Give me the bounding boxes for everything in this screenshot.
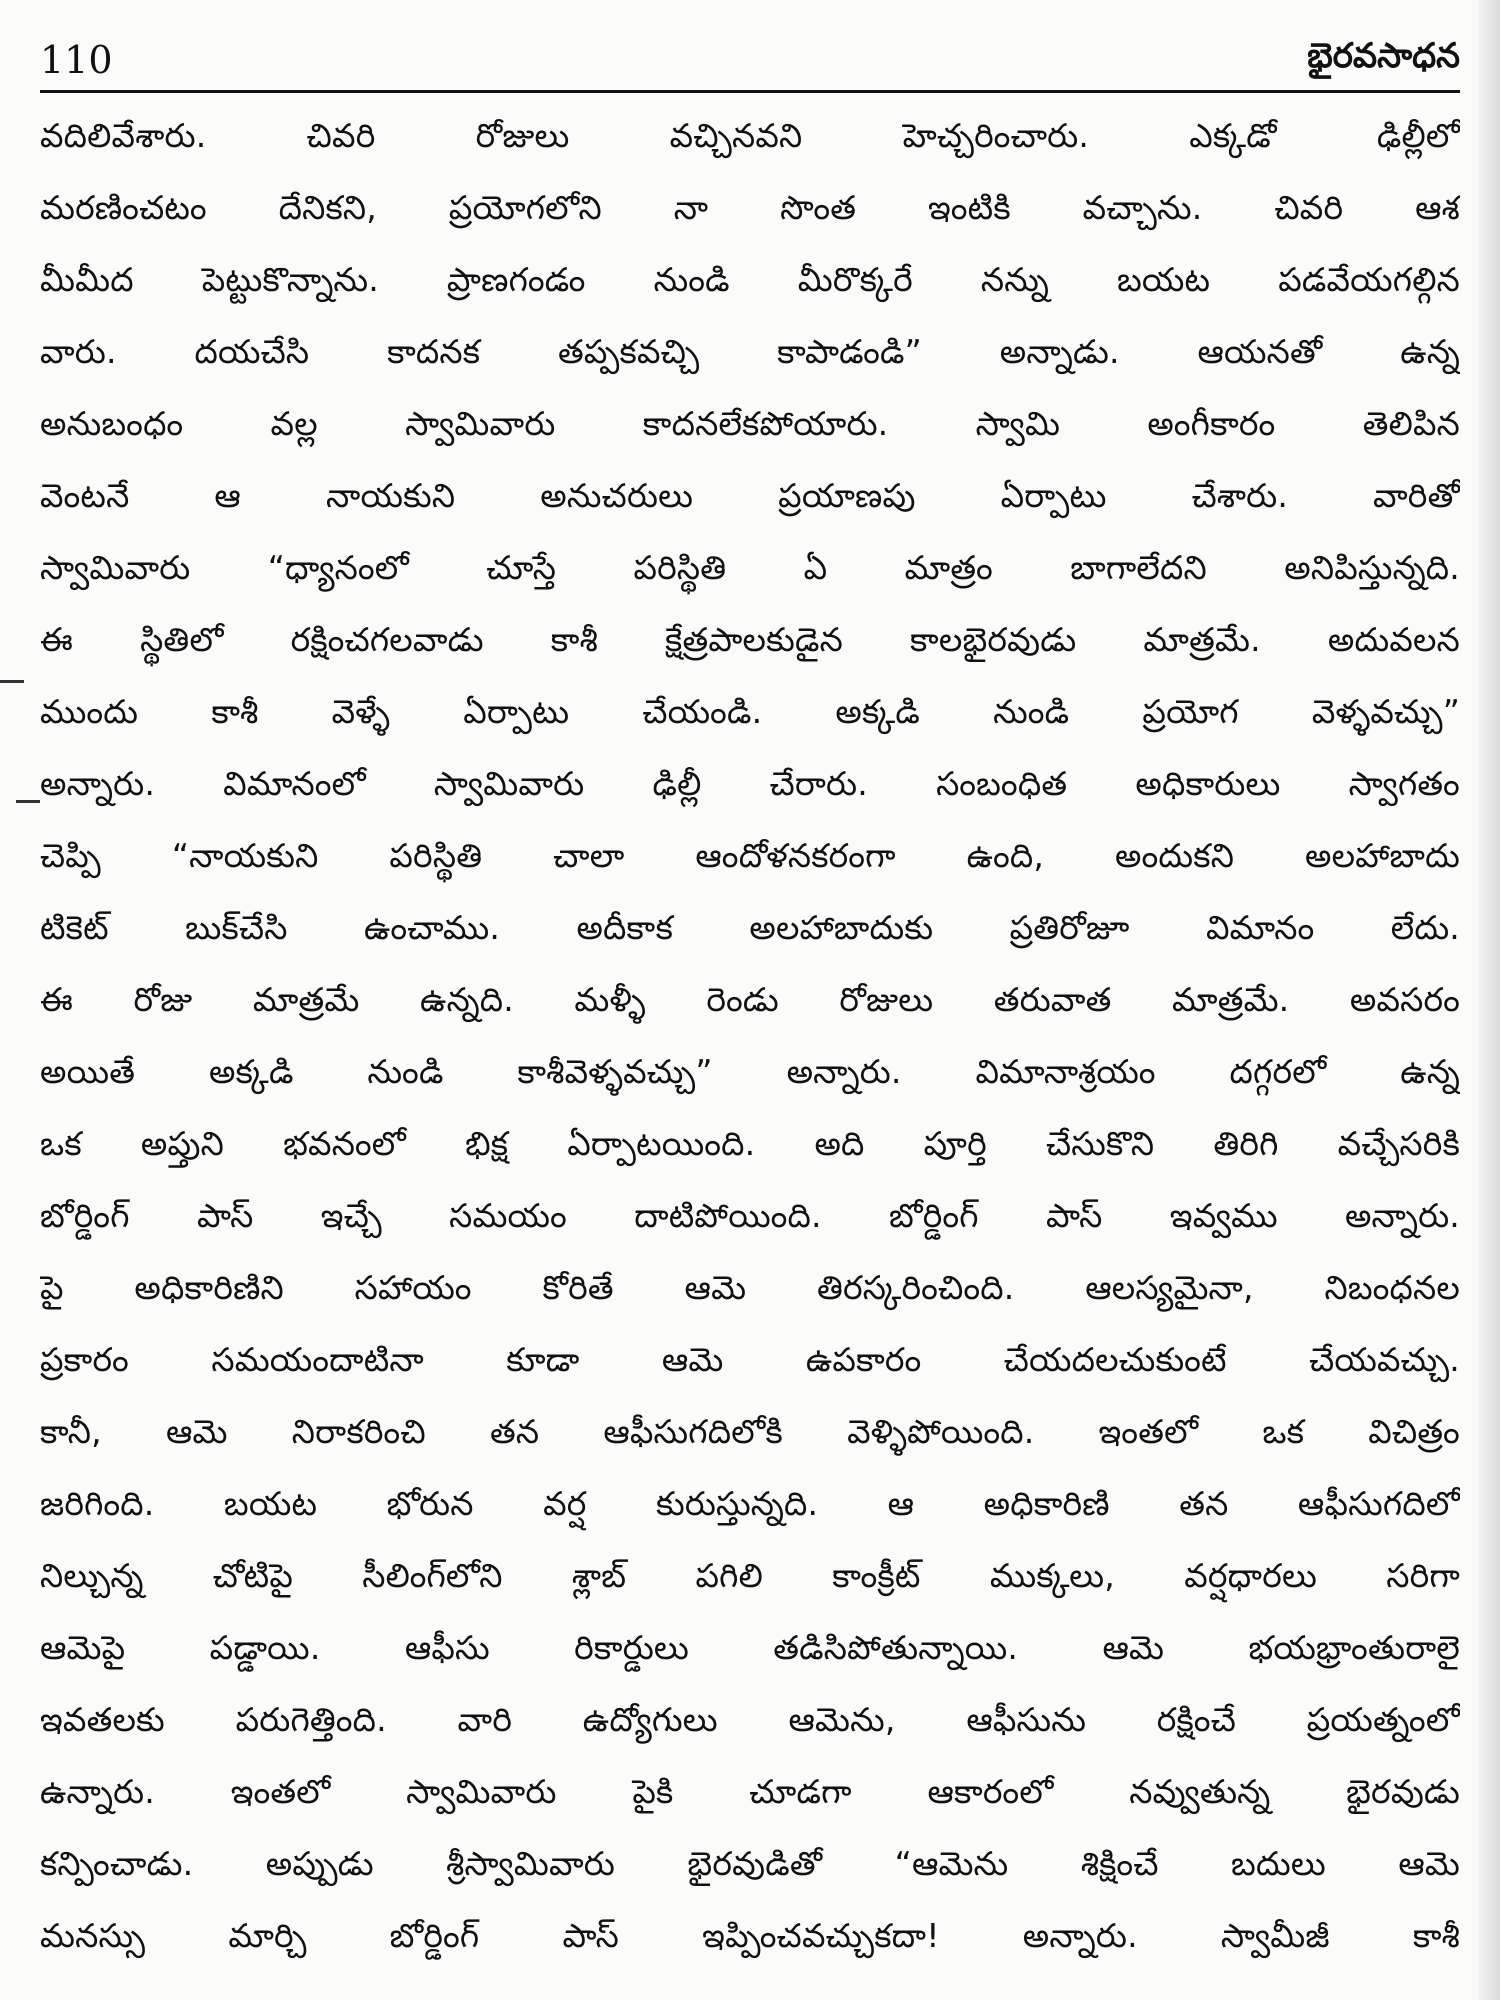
running-title: భైరవసాధన [1307,36,1460,76]
text-line: ఆమెపై పడ్డాయి. ఆఫీసు రికార్డులు తడిసిపోతున్నాయి. ఆమె భయభ్రాంతురాలై [40,1628,1460,1667]
text-line: మనస్సు మార్చి బోర్డింగ్ పాస్ ఇప్పించవచ్చుకదా! అన్నారు. స్వామీజీ కాశీ [40,1916,1460,1955]
margin-mark [0,680,24,683]
text-line: మరణించటం దేనికని, ప్రయోగలోని నా సొంత ఇంటికి వచ్చాను. చివరి ఆశ [40,188,1460,227]
page-header [40,28,1460,90]
text-line: వారు. దయచేసి కాదనక తప్పకవచ్చి కాపాడండి” అన్నాడు. ఆయనతో ఉన్న [40,332,1460,371]
text-line: బోర్డింగ్ పాస్ ఇచ్చే సమయం దాటిపోయింది. బోర్డింగ్ పాస్ ఇవ్వము అన్నారు. [40,1196,1460,1235]
text-line: ఈ రోజు మాత్రమే ఉన్నది. మళ్ళీ రెండు రోజులు తరువాత మాత్రమే. అవసరం [40,980,1460,1019]
text-line: పై అధికారిణిని సహాయం కోరితే ఆమె తిరస్కరించింది. ఆలస్యమైనా, నిబంధనల [40,1268,1460,1307]
text-line: ఒక అప్తుని భవనంలో భిక్ష ఏర్పాటయింది. అది పూర్తి చేసుకొని తిరిగి వచ్చేసరికి [40,1124,1460,1163]
text-line: కన్పించాడు. అప్పుడు శ్రీస్వామివారు భైరవుడితో “ఆమెను శిక్షించే బదులు ఆమె [40,1844,1460,1883]
text-line: అన్నారు. విమానంలో స్వామివారు ఢిల్లీ చేరారు. సంబంధిత అధికారులు స్వాగతం [40,764,1460,803]
text-line: వెంటనే ఆ నాయకుని అనుచరులు ప్రయాణపు ఏర్పాటు చేశారు. వారితో [40,476,1460,515]
text-line: ముందు కాశీ వెళ్ళే ఏర్పాటు చేయండి. అక్కడి నుండి ప్రయోగ వెళ్ళవచ్చు” [40,692,1460,731]
body-text [40,100,1460,1972]
text-line: ప్రకారం సమయందాటినా కూడా ఆమె ఉపకారం చేయదలచుకుంటే చేయవచ్చు. [40,1340,1460,1379]
text-line: కానీ, ఆమె నిరాకరించి తన ఆఫీసుగదిలోకి వెళ్ళిపోయింది. ఇంతలో ఒక విచిత్రం [40,1412,1460,1451]
text-line: ఉన్నారు. ఇంతలో స్వామివారు పైకి చూడగా ఆకారంలో నవ్వుతున్న భైరవుడు [40,1772,1460,1811]
margin-mark [16,800,40,803]
text-line: ఇవతలకు పరుగెత్తింది. వారి ఉద్యోగులు ఆమెను, ఆఫీసును రక్షించే ప్రయత్నంలో [40,1700,1460,1739]
page-edge-shadow [1478,0,1500,2000]
text-line: టికెట్ బుక్‌చేసి ఉంచాము. అదీకాక అలహాబాదుకు ప్రతిరోజూ విమానం లేదు. [40,908,1460,947]
page-number: 110 [40,38,113,82]
text-line: మీమీద పెట్టుకొన్నాను. ప్రాణగండం నుండి మీరొక్కరే నన్ను బయట పడవేయగల్గిన [40,260,1460,299]
text-line: జరిగింది. బయట భోరున వర్ష కురుస్తున్నది. ఆ అధికారిణి తన ఆఫీసుగదిలో [40,1484,1460,1523]
text-line: అనుబంధం వల్ల స్వామివారు కాదనలేకపోయారు. స్వామి అంగీకారం తెలిపిన [40,404,1460,443]
text-line: ఈ స్థితిలో రక్షించగలవాడు కాశీ క్షేత్రపాలకుడైన కాలభైరవుడు మాత్రమే. అదువలన [40,620,1460,659]
header-rule [40,90,1460,93]
text-line: అయితే అక్కడి నుండి కాశీవెళ్ళవచ్చు” అన్నారు. విమానాశ్రయం దగ్గరలో ఉన్న [40,1052,1460,1091]
text-line: వదిలివేశారు. చివరి రోజులు వచ్చినవని హెచ్చరించారు. ఎక్కడో ఢిల్లీలో [40,116,1460,155]
text-line: నిల్చున్న చోటిపై సీలింగ్‌లోని శ్లాబ్ పగిలి కాంక్రీట్ ముక్కలు, వర్షధారలు సరిగా [40,1556,1460,1595]
text-line: చెప్పి “నాయకుని పరిస్థితి చాలా ఆందోళనకరంగా ఉంది, అందుకని అలహాబాదు [40,836,1460,875]
text-line: స్వామివారు “ధ్యానంలో చూస్తే పరిస్థితి ఏ మాత్రం బాగాలేదని అనిపిస్తున్నది. [40,548,1460,587]
